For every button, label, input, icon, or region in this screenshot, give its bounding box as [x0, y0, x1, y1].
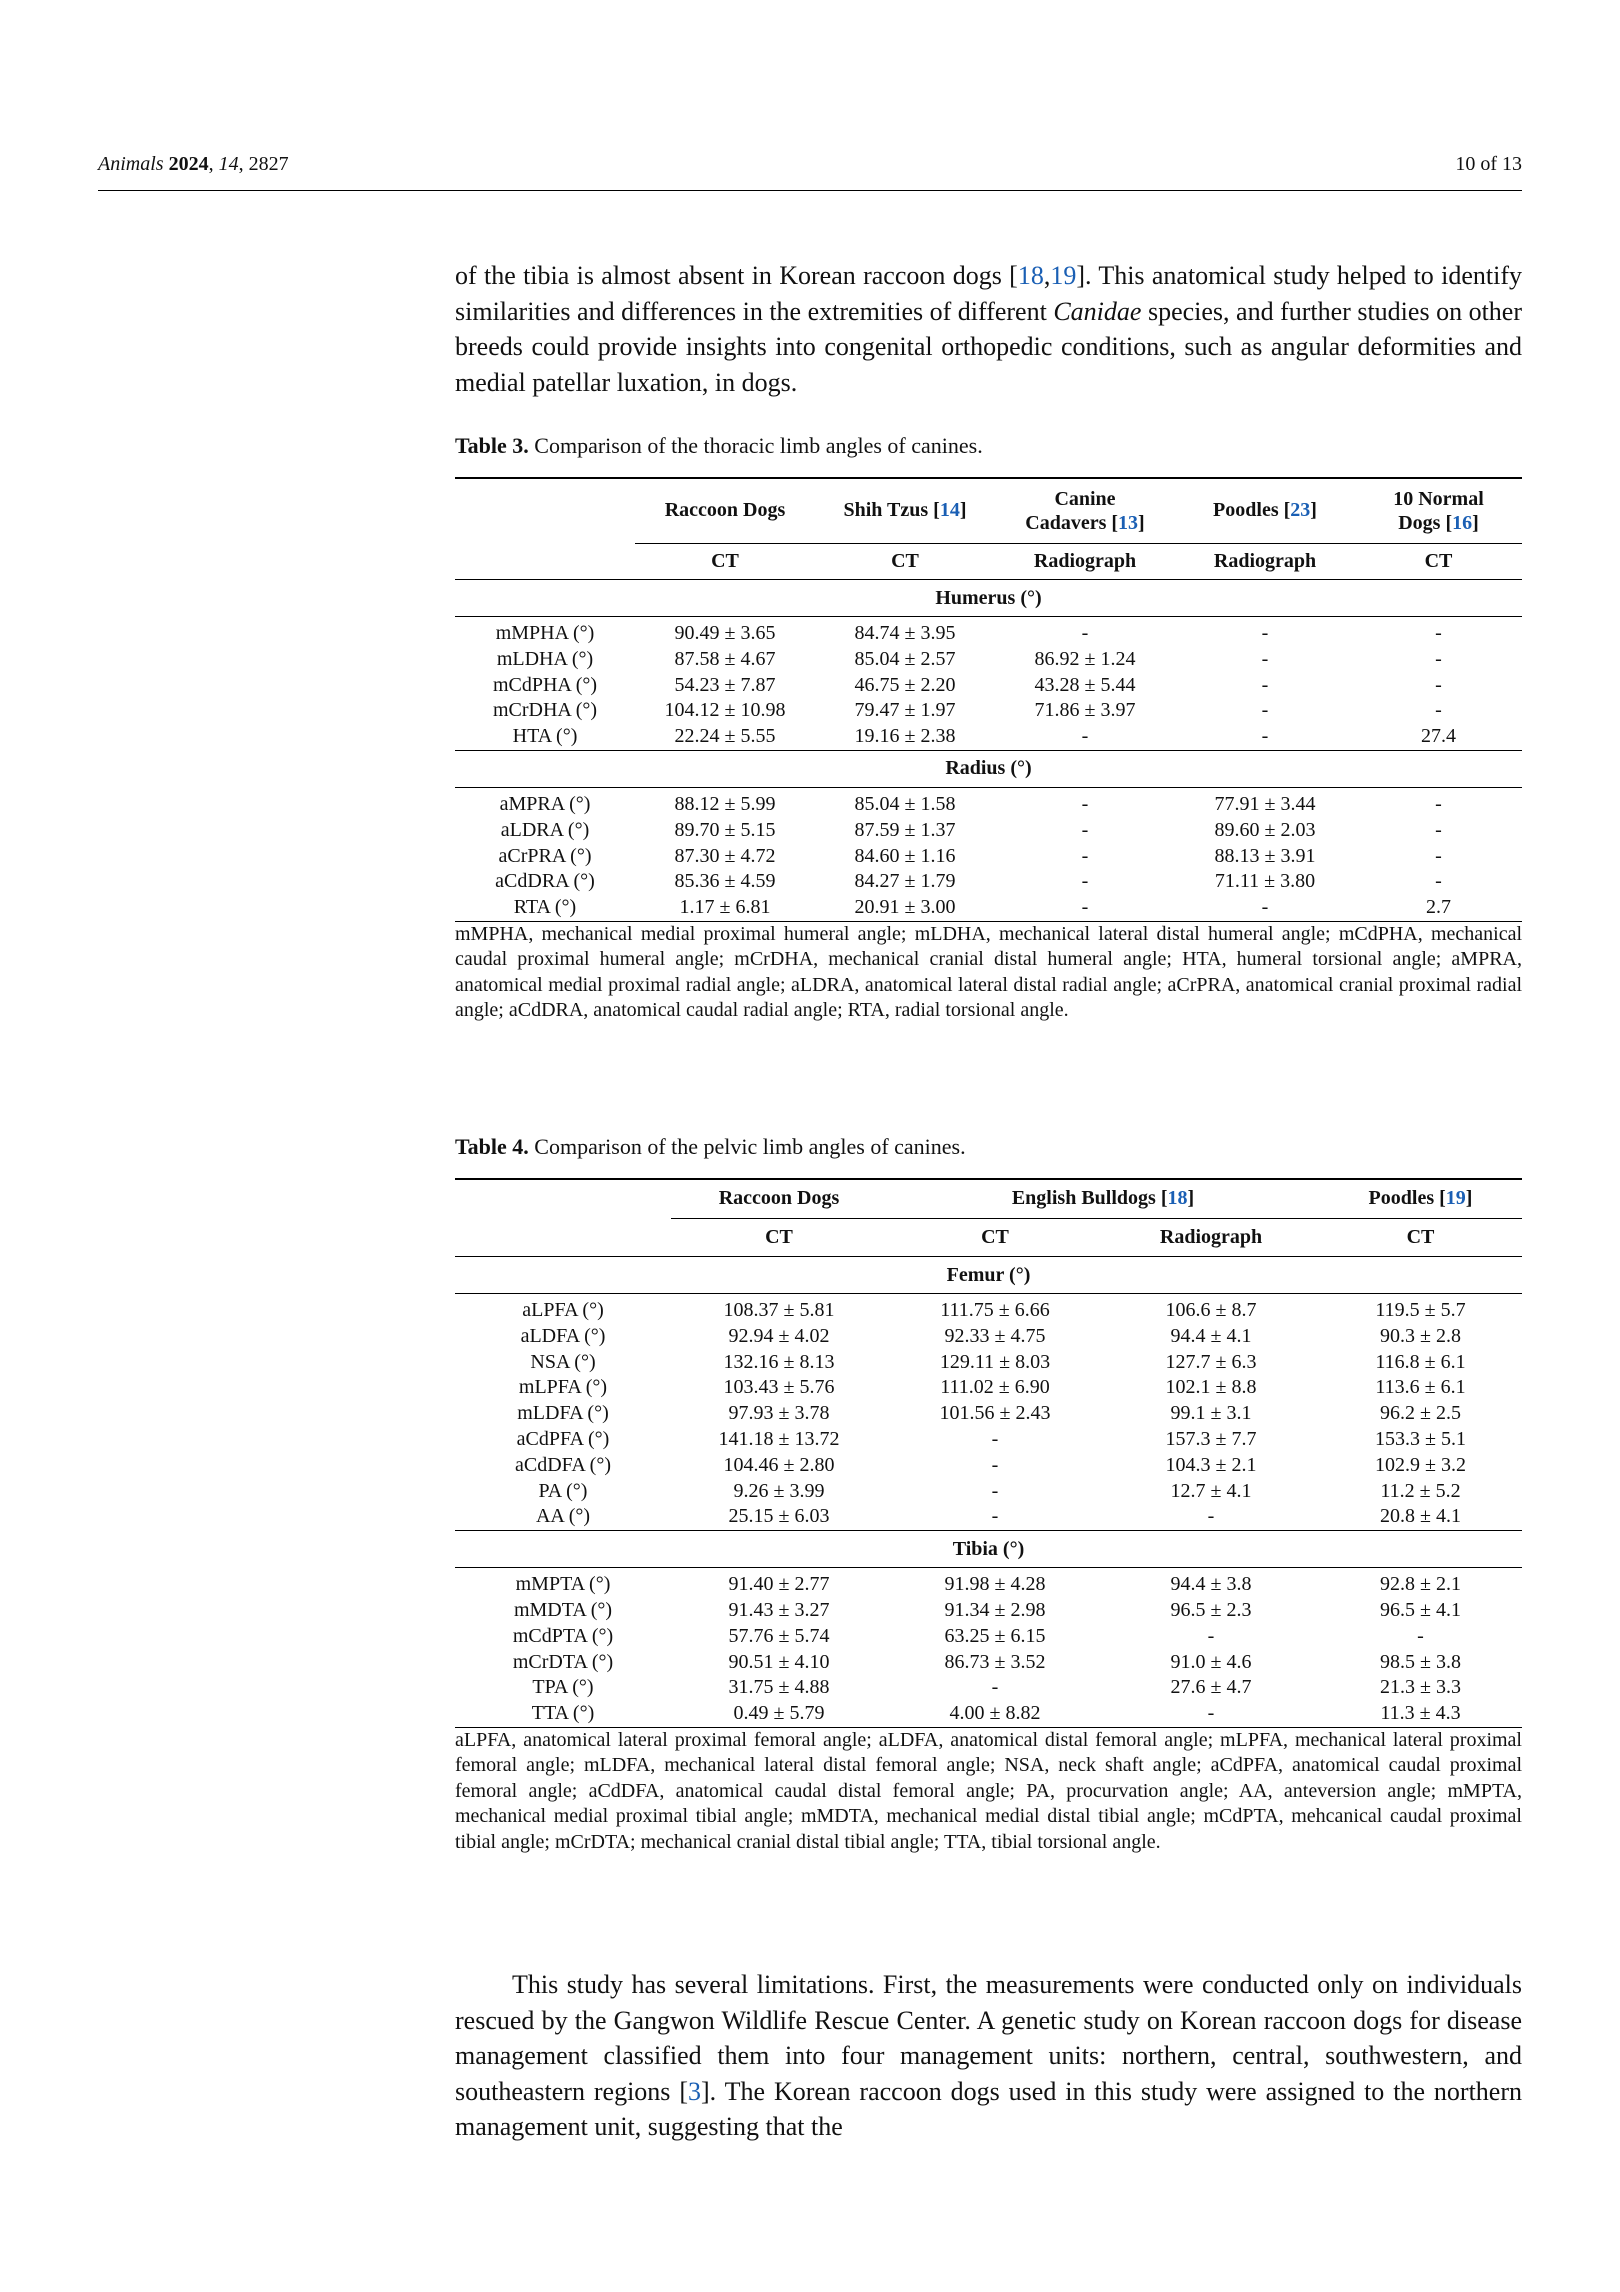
value-cell: 103.43 ± 5.76	[723, 1376, 835, 1399]
row-label-cell: mCrDTA (°)	[512, 1650, 614, 1673]
value-cell: 11.3 ± 4.3	[1380, 1702, 1461, 1725]
value-cell: 9.26 ± 3.99	[733, 1479, 825, 1502]
value-cell: 84.27 ± 1.79	[854, 870, 956, 893]
value-cell: 94.4 ± 3.8	[1170, 1573, 1252, 1596]
ref-link-19[interactable]: 19	[1050, 261, 1077, 290]
limitations-text-2: ]. The Korean raccoon dogs used in this study were assigned to the northern management unit, suggesting that the	[455, 2076, 1522, 2141]
intro-block	[455, 258, 1522, 400]
table3-label: Table 3.	[455, 433, 529, 458]
value-cell: -	[991, 1427, 999, 1450]
table3-col-normaldogs: 10 Normal Dogs [16]	[1355, 478, 1522, 543]
value-cell: -	[1207, 1624, 1215, 1647]
value-cell: -	[1261, 647, 1269, 670]
value-cell: 63.25 ± 6.15	[944, 1624, 1046, 1647]
value-cell: 90.49 ± 3.65	[674, 622, 776, 644]
value-cell: 102.9 ± 3.2	[1375, 1453, 1466, 1476]
table-row	[455, 1504, 1522, 1530]
row-label-cell: aCdDFA (°)	[515, 1453, 611, 1476]
value-cell: 89.70 ± 5.15	[674, 818, 776, 841]
value-cell: -	[1435, 818, 1442, 841]
row-label-cell: aLDFA (°)	[520, 1324, 606, 1347]
table-row	[455, 1568, 1522, 1598]
journal-volume: 14	[218, 153, 239, 175]
table3-block	[455, 433, 1522, 1024]
value-cell: 86.92 ± 1.24	[1034, 647, 1136, 670]
table-row	[455, 1401, 1522, 1427]
table3-method-corner	[455, 543, 635, 580]
value-cell: -	[1081, 870, 1089, 893]
row-label-cell: mMPTA (°)	[515, 1573, 611, 1596]
table-row	[455, 724, 1522, 750]
value-cell: 91.34 ± 2.98	[944, 1598, 1046, 1621]
value-cell: -	[1081, 725, 1089, 748]
table4-caption	[455, 1134, 1522, 1160]
value-cell: 71.86 ± 3.97	[1034, 699, 1136, 722]
value-cell: 96.2 ± 2.5	[1380, 1402, 1461, 1425]
value-cell: 116.8 ± 6.1	[1375, 1350, 1466, 1373]
value-cell: 88.12 ± 5.99	[674, 792, 776, 815]
value-cell: -	[1435, 647, 1442, 670]
row-label-cell: PA (°)	[538, 1479, 588, 1502]
table-row	[455, 1650, 1522, 1676]
row-label-cell: aCdPFA (°)	[516, 1427, 610, 1450]
article-number: 2827	[248, 153, 289, 175]
intro-text-1: of the tibia is almost absent in Korean raccoon dogs [	[455, 261, 1018, 290]
row-label-cell: mLDHA (°)	[496, 647, 594, 670]
row-label-cell: TPA (°)	[532, 1676, 594, 1699]
value-cell: 129.11 ± 8.03	[939, 1350, 1051, 1373]
table3-col-raccoon: Raccoon Dogs	[635, 478, 815, 543]
value-cell: 99.1 ± 3.1	[1170, 1402, 1252, 1425]
value-cell: -	[1261, 673, 1269, 696]
ref-link-14[interactable]: 14	[939, 499, 960, 522]
value-cell: 111.75 ± 6.66	[940, 1299, 1050, 1321]
table-row	[455, 1624, 1522, 1650]
value-cell: 96.5 ± 2.3	[1170, 1598, 1252, 1621]
method-cell: CT	[1424, 549, 1453, 572]
table4-block	[455, 1134, 1522, 1855]
method-cell: CT	[1406, 1225, 1435, 1248]
value-cell: 119.5 ± 5.7	[1375, 1299, 1466, 1321]
value-cell: 101.56 ± 2.43	[939, 1402, 1051, 1425]
section-title: Humerus (°)	[455, 580, 1522, 617]
row-label-cell: aMPRA (°)	[499, 792, 591, 815]
intro-comma: ,	[1043, 261, 1051, 290]
table3-notes: mMPHA, mechanical medial proximal humeral angle; mLDHA, mechanical lateral distal humeral angle; mCdPHA, mechanical caudal proximal humeral angle; mCrDHA, mechanical cranial distal humeral angle; HTA, humeral torsional angle; aMPRA, anatomical medial proximal radial angle; aLDRA, anatomical lateral distal radial angle; aCrPRA, anatomical cranial proximal radial angle; aCdDRA, anatomical caudal radial angle; RTA, radial torsional angle.	[455, 921, 1522, 1024]
table3-section-humerus	[455, 580, 1522, 617]
running-header	[98, 150, 1522, 191]
value-cell: 102.1 ± 8.8	[1165, 1376, 1257, 1399]
row-label-cell: mCrDHA (°)	[492, 699, 598, 722]
value-cell: 20.8 ± 4.1	[1380, 1505, 1461, 1528]
value-cell: 87.30 ± 4.72	[674, 844, 776, 867]
value-cell: -	[1417, 1624, 1424, 1647]
table3-corner	[455, 478, 635, 543]
value-cell: -	[1081, 896, 1089, 919]
value-cell: 104.3 ± 2.1	[1165, 1453, 1257, 1476]
value-cell: 77.91 ± 3.44	[1214, 792, 1316, 815]
method-cell: CT	[711, 549, 739, 572]
table4-section-tibia	[455, 1531, 1522, 1568]
table3-caption	[455, 433, 1522, 459]
value-cell: 91.0 ± 4.6	[1170, 1650, 1252, 1673]
table3	[455, 477, 1522, 921]
table4-header-row	[455, 1179, 1522, 1218]
table-row	[455, 698, 1522, 724]
value-cell: 57.76 ± 5.74	[728, 1624, 830, 1647]
value-cell: 94.4 ± 4.1	[1170, 1324, 1252, 1347]
row-label-cell: aLDRA (°)	[500, 818, 590, 841]
value-cell: 43.28 ± 5.44	[1034, 673, 1136, 696]
table4-section-femur	[455, 1257, 1522, 1294]
value-cell: 54.23 ± 7.87	[674, 673, 776, 696]
ref-link-18[interactable]: 18	[1017, 261, 1044, 290]
value-cell: 31.75 ± 4.88	[728, 1676, 830, 1699]
value-cell: -	[1081, 792, 1089, 815]
value-cell: -	[1261, 896, 1269, 919]
row-label-cell: mCdPHA (°)	[492, 673, 598, 696]
value-cell: 27.6 ± 4.7	[1170, 1676, 1252, 1699]
method-cell: CT	[765, 1225, 793, 1248]
table-row	[455, 1701, 1522, 1727]
value-cell: -	[1261, 725, 1269, 748]
value-cell: 85.04 ± 1.58	[854, 792, 956, 815]
value-cell: 98.5 ± 3.8	[1380, 1650, 1461, 1673]
value-cell: -	[1081, 844, 1089, 867]
table3-humerus-body	[455, 617, 1522, 751]
row-label-cell: aLPFA (°)	[522, 1299, 604, 1321]
table4-col-bulldogs: English Bulldogs [18]	[887, 1179, 1319, 1218]
table4-notes: aLPFA, anatomical lateral proximal femoral angle; aLDFA, anatomical distal femoral angle; mLPFA, mechanical lateral proximal femoral angle; mLDFA, mechanical lateral distal femoral angle; NSA, neck shaft angle; aCdPFA, anatomical caudal proximal femoral angle; aCdDFA, anatomical caudal distal femoral angle; PA, procurvation angle; AA, anteversion angle; mMPTA, mechanical medial proximal tibial angle; mMDTA, mechanical medial distal tibial angle; mCdPTA, mehcanical caudal proximal tibial angle; mCrDTA; mechanical cranial distal tibial angle; TTA, tibial torsional angle.	[455, 1727, 1522, 1856]
journal-year: 2024	[168, 153, 209, 175]
table-row	[455, 1375, 1522, 1401]
value-cell: 71.11 ± 3.80	[1214, 870, 1316, 893]
value-cell: 87.59 ± 1.37	[854, 818, 956, 841]
table-row	[455, 1350, 1522, 1376]
value-cell: -	[1435, 673, 1442, 696]
table4-col-poodles: Poodles [19]	[1319, 1179, 1522, 1218]
table-row	[455, 1324, 1522, 1350]
value-cell: 89.60 ± 2.03	[1214, 818, 1316, 841]
value-cell: 25.15 ± 6.03	[728, 1505, 830, 1528]
value-cell: 22.24 ± 5.55	[674, 725, 776, 748]
method-cell: Radiograph	[1033, 549, 1137, 572]
table-row	[455, 869, 1522, 895]
value-cell: 20.91 ± 3.00	[854, 896, 956, 919]
intro-italic-term: Canidae	[1053, 296, 1142, 326]
value-cell: -	[1261, 699, 1269, 722]
value-cell: 113.6 ± 6.1	[1375, 1376, 1466, 1399]
value-cell: 141.18 ± 13.72	[718, 1427, 840, 1450]
table-row	[455, 617, 1522, 647]
intro-text-3: species, and further studies on other breeds could provide insights into congenital orthopedic conditions, such as angular deformities and medial patellar luxation, in dogs.	[455, 296, 1522, 397]
table-row	[455, 1598, 1522, 1624]
table3-col-shihtzu: Shih Tzus [14]	[815, 478, 995, 543]
value-cell: 111.02 ± 6.90	[940, 1376, 1050, 1399]
value-cell: 90.51 ± 4.10	[728, 1650, 830, 1673]
table-row	[455, 1675, 1522, 1701]
value-cell: -	[1435, 699, 1442, 722]
ref-link-23[interactable]: 23	[1290, 499, 1311, 522]
row-label-cell: mCdPTA (°)	[512, 1624, 614, 1647]
table4-caption-text: Comparison of the pelvic limb angles of canines.	[534, 1134, 966, 1159]
table3-caption-text: Comparison of the thoracic limb angles of canines.	[534, 433, 983, 458]
row-label-cell: HTA (°)	[512, 725, 578, 748]
value-cell: 4.00 ± 8.82	[949, 1702, 1041, 1725]
value-cell: -	[1261, 622, 1269, 644]
row-label-cell: aCdDRA (°)	[495, 870, 595, 893]
value-cell: -	[1207, 1702, 1215, 1725]
row-label-cell: mLPFA (°)	[518, 1376, 608, 1399]
value-cell: 91.98 ± 4.28	[944, 1573, 1046, 1596]
value-cell: 21.3 ± 3.3	[1380, 1676, 1461, 1699]
value-cell: -	[991, 1479, 999, 1502]
row-label-cell: mMPHA (°)	[495, 622, 595, 644]
value-cell: 86.73 ± 3.52	[944, 1650, 1046, 1673]
intro-paragraph	[455, 258, 1522, 400]
ref-link-19[interactable]: 19	[1445, 1187, 1466, 1210]
method-cell: Radiograph	[1159, 1225, 1263, 1248]
table4-method-row	[455, 1218, 1522, 1257]
value-cell: 11.2 ± 5.2	[1380, 1479, 1461, 1502]
table4-method-corner	[455, 1218, 671, 1257]
table3-method-row	[455, 543, 1522, 580]
limitations-paragraph	[455, 1967, 1522, 2145]
value-cell: -	[991, 1505, 999, 1528]
value-cell: 27.4	[1421, 725, 1456, 748]
value-cell: 91.43 ± 3.27	[728, 1598, 830, 1621]
value-cell: -	[1081, 622, 1089, 644]
table-row	[455, 844, 1522, 870]
ref-link-18[interactable]: 18	[1167, 1187, 1188, 1210]
page-number: 10 of 13	[1455, 153, 1522, 175]
value-cell: 79.47 ± 1.97	[854, 699, 956, 722]
table3-col-cadavers: Canine Cadavers [13]	[995, 478, 1175, 543]
value-cell: 92.94 ± 4.02	[728, 1324, 830, 1347]
table4-label: Table 4.	[455, 1134, 529, 1159]
value-cell: 92.8 ± 2.1	[1380, 1573, 1461, 1596]
table-row	[455, 787, 1522, 817]
value-cell: 2.7	[1426, 896, 1451, 919]
row-label-cell: NSA (°)	[530, 1350, 596, 1373]
value-cell: 127.7 ± 6.3	[1165, 1350, 1257, 1373]
value-cell: 157.3 ± 7.7	[1165, 1427, 1257, 1450]
row-label-cell: aCrPRA (°)	[498, 844, 592, 867]
value-cell: 90.3 ± 2.8	[1380, 1324, 1461, 1347]
row-label-cell: TTA (°)	[531, 1702, 595, 1725]
value-cell: 84.60 ± 1.16	[854, 844, 956, 867]
section-title: Tibia (°)	[455, 1531, 1522, 1568]
value-cell: -	[1435, 870, 1442, 893]
value-cell: 85.36 ± 4.59	[674, 870, 776, 893]
value-cell: -	[1435, 792, 1442, 815]
table4-col-raccoon: Raccoon Dogs	[671, 1179, 887, 1218]
value-cell: 84.74 ± 3.95	[854, 622, 956, 644]
row-label-cell: AA (°)	[535, 1505, 591, 1528]
table4-femur-body	[455, 1294, 1522, 1531]
method-cell: CT	[981, 1225, 1009, 1248]
value-cell: 91.40 ± 2.77	[728, 1573, 830, 1596]
value-cell: -	[1081, 818, 1089, 841]
method-cell: CT	[891, 549, 919, 572]
value-cell: -	[1435, 622, 1442, 644]
value-cell: 153.3 ± 5.1	[1375, 1427, 1466, 1450]
table4-tibia-body	[455, 1568, 1522, 1727]
section-title: Radius (°)	[455, 750, 1522, 787]
value-cell: 1.17 ± 6.81	[679, 896, 771, 919]
ref-link-3[interactable]: 3	[688, 2076, 702, 2106]
row-label-cell: mLDFA (°)	[517, 1402, 609, 1425]
ref-link-16[interactable]: 16	[1452, 511, 1473, 534]
value-cell: 104.12 ± 10.98	[664, 699, 786, 722]
method-cell: Radiograph	[1213, 549, 1317, 572]
row-label-cell: RTA (°)	[513, 896, 577, 919]
table-row	[455, 647, 1522, 673]
value-cell: 0.49 ± 5.79	[733, 1702, 825, 1725]
value-cell: 88.13 ± 3.91	[1214, 844, 1316, 867]
value-cell: 104.46 ± 2.80	[723, 1453, 835, 1476]
table-row	[455, 1453, 1522, 1479]
value-cell: 108.37 ± 5.81	[723, 1299, 835, 1321]
table-row	[455, 1294, 1522, 1324]
row-label-cell: mMDTA (°)	[513, 1598, 613, 1621]
table-row	[455, 1427, 1522, 1453]
value-cell: 106.6 ± 8.7	[1165, 1299, 1257, 1321]
value-cell: 132.16 ± 8.13	[723, 1350, 835, 1373]
table3-section-radius	[455, 750, 1522, 787]
section-title: Femur (°)	[455, 1257, 1522, 1294]
table3-header-row	[455, 478, 1522, 543]
value-cell: -	[1435, 844, 1442, 867]
table-row	[455, 895, 1522, 921]
value-cell: 12.7 ± 4.1	[1170, 1479, 1252, 1502]
value-cell: 46.75 ± 2.20	[854, 673, 956, 696]
intro-text-2: ]. This anatomical study helped to identify similarities and differences in the extremities of different	[455, 261, 1522, 326]
value-cell: -	[1207, 1505, 1215, 1528]
table4	[455, 1178, 1522, 1727]
table-row	[455, 673, 1522, 699]
value-cell: 97.93 ± 3.78	[728, 1402, 830, 1425]
value-cell: 87.58 ± 4.67	[674, 647, 776, 670]
table3-radius-body	[455, 787, 1522, 920]
table4-corner	[455, 1179, 671, 1218]
journal-name: Animals	[98, 153, 164, 175]
value-cell: 85.04 ± 2.57	[854, 647, 956, 670]
limitations-block	[455, 1967, 1522, 2145]
value-cell: 96.5 ± 4.1	[1380, 1598, 1461, 1621]
journal-citation: Animals 2024, 14, 2827	[98, 153, 289, 175]
value-cell: 19.16 ± 2.38	[854, 725, 956, 748]
table-row	[455, 818, 1522, 844]
limitations-text-1: This study has several limitations. First, the measurements were conducted only on individuals rescued by the Gangwon Wildlife Rescue Center. A genetic study on Korean raccoon dogs for disease management classified them into four management units: northern, central, southwestern, and southeastern regions [	[455, 1970, 1522, 2106]
value-cell: 92.33 ± 4.75	[944, 1324, 1046, 1347]
table3-col-poodles: Poodles [23]	[1175, 478, 1355, 543]
table-row	[455, 1479, 1522, 1505]
ref-link-13[interactable]: 13	[1118, 511, 1139, 534]
value-cell: -	[991, 1676, 999, 1699]
value-cell: -	[991, 1453, 999, 1476]
